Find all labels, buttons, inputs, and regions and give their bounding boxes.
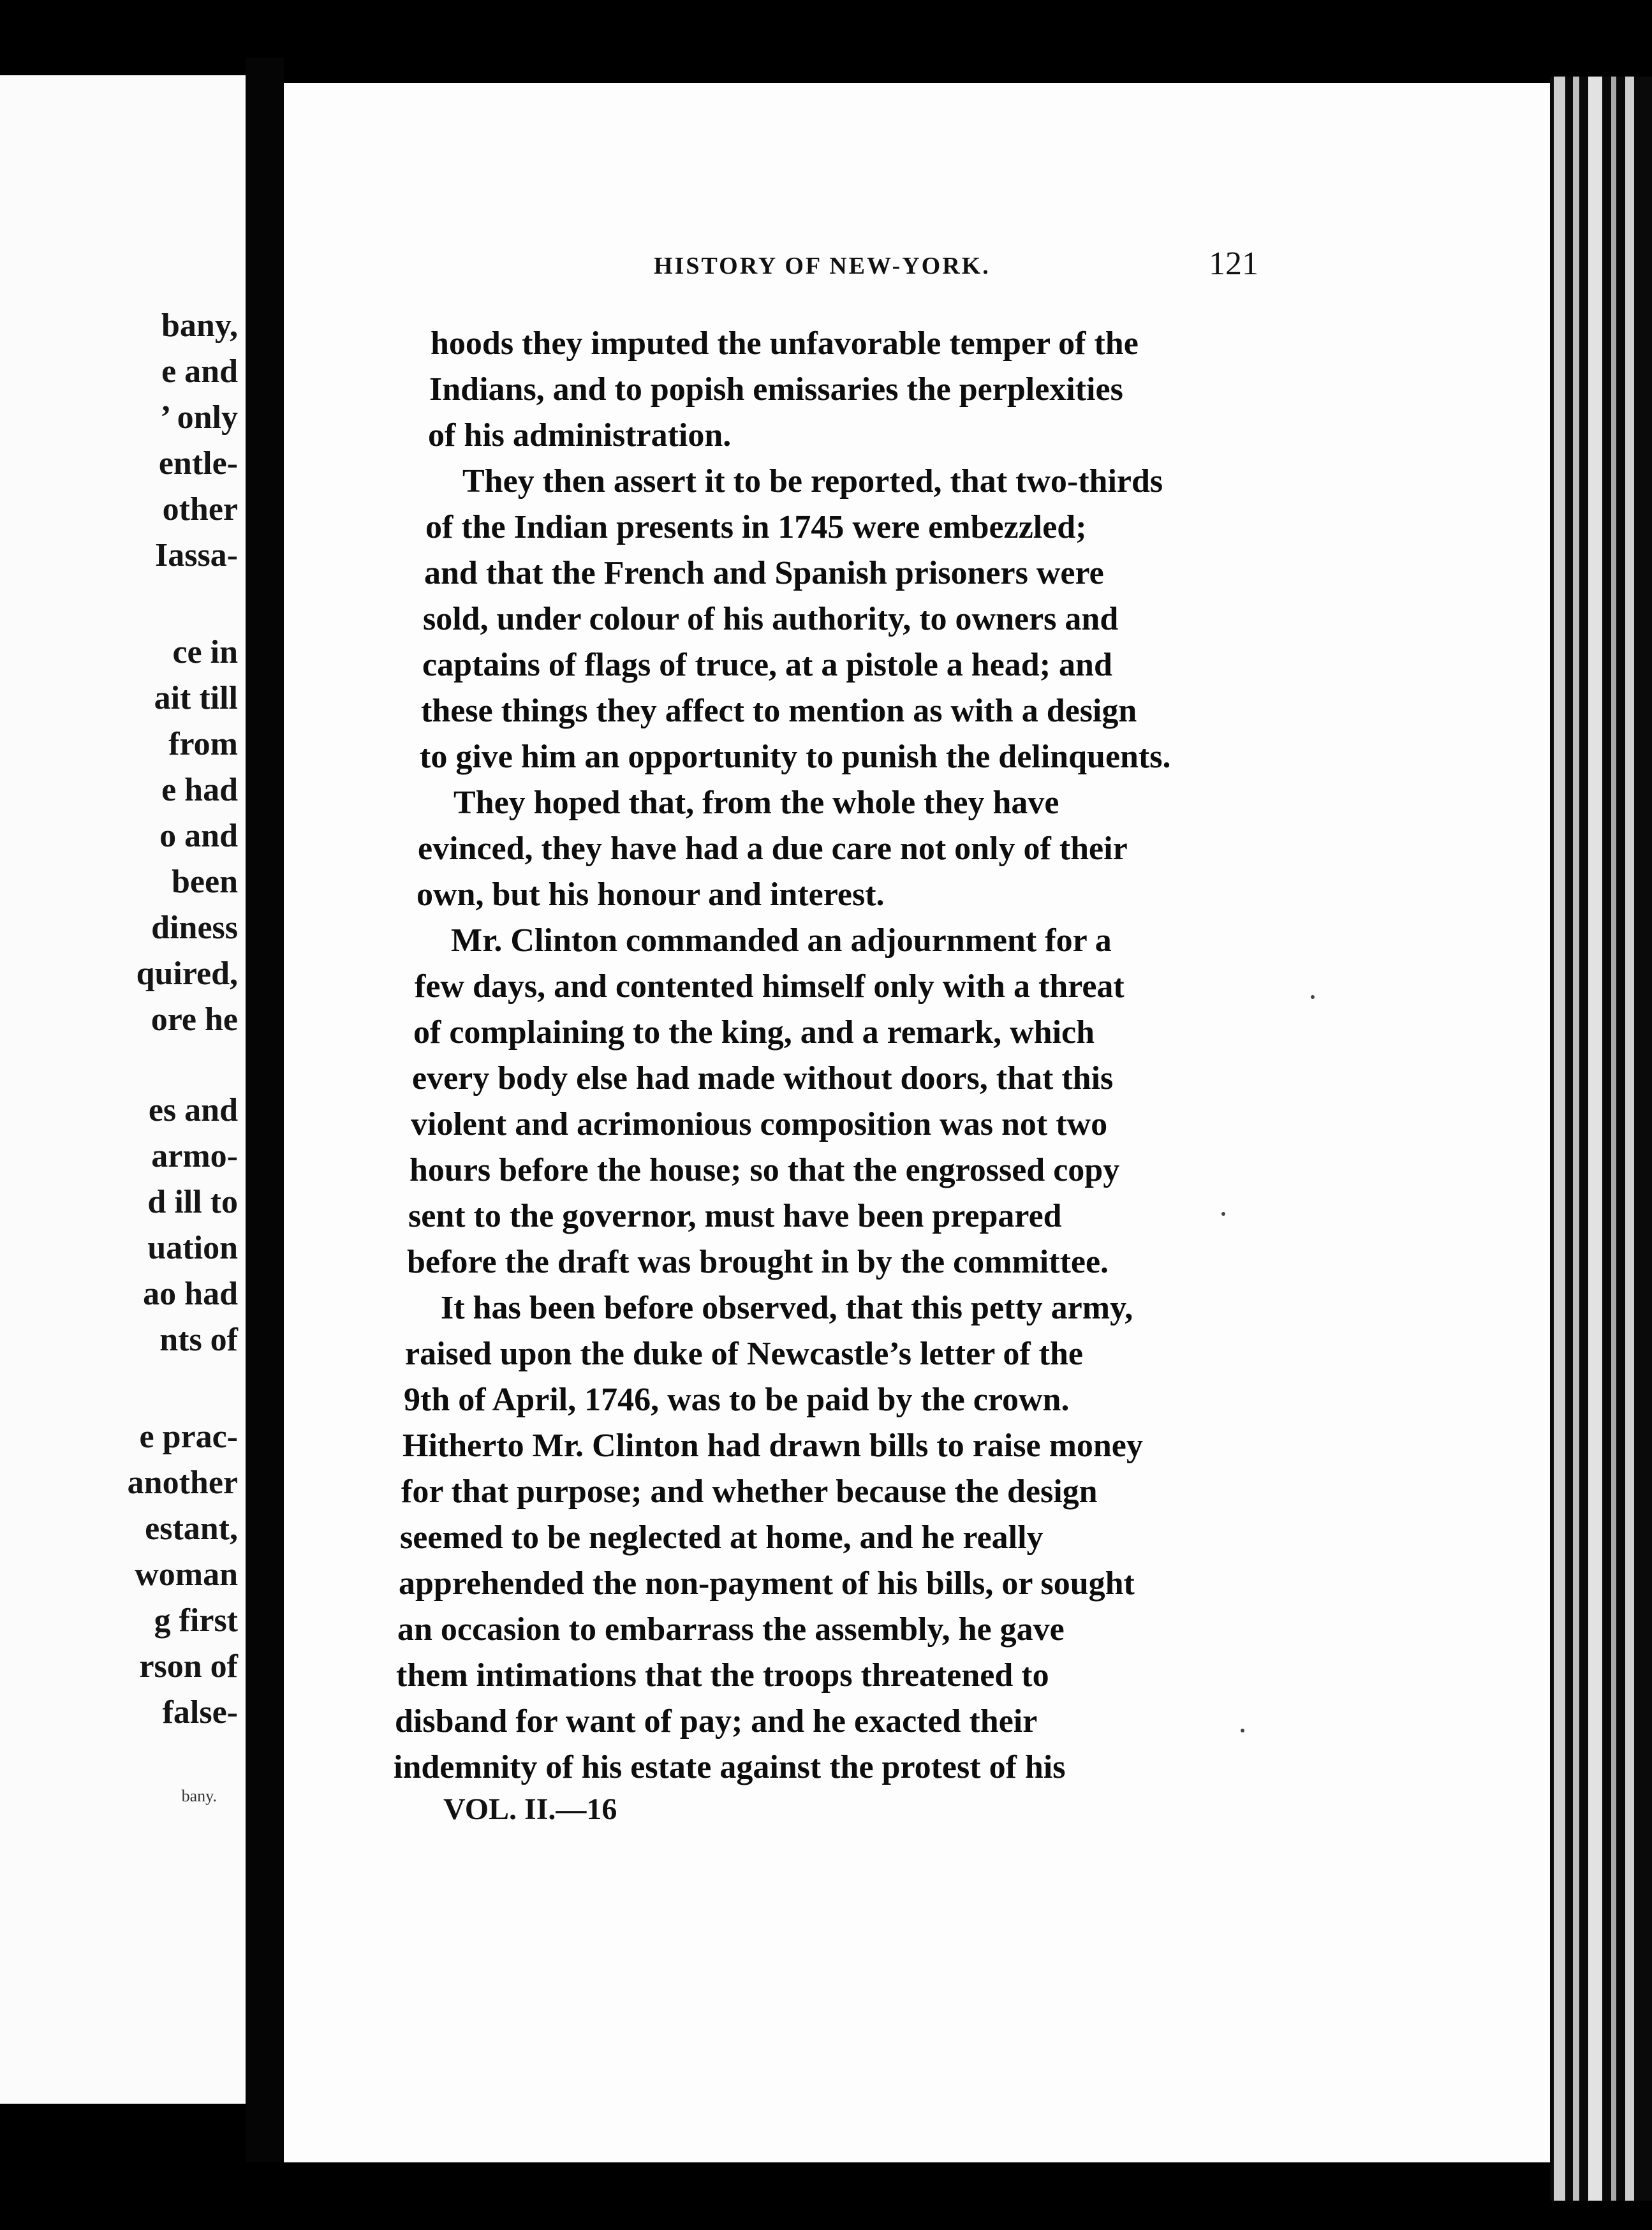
- page-edge-stack: [1550, 77, 1652, 2201]
- page-edge-strip: [1573, 77, 1579, 2201]
- page-edge-strip: [1625, 77, 1634, 2201]
- body-line: seemed to be neglected at home, and he really: [400, 1519, 1044, 1556]
- left-page-line: ce in: [172, 634, 238, 670]
- left-page-line: false-: [162, 1694, 238, 1731]
- left-page-line: e had: [161, 772, 238, 808]
- page-number: 121: [1209, 246, 1258, 282]
- left-page-line: other: [162, 491, 238, 528]
- left-page-line: entle-: [158, 445, 238, 482]
- body-line: sent to the governor, must have been prepared: [408, 1198, 1062, 1234]
- body-line: to give him an opportunity to punish the delinquents.: [420, 739, 1171, 775]
- page-edge-strip: [1588, 77, 1602, 2201]
- left-page: [0, 75, 246, 2104]
- body-line: them intimations that the troops threatened to: [396, 1657, 1049, 1694]
- body-line: They hoped that, from the whole they have: [454, 785, 1059, 821]
- paper-speck: [1241, 1729, 1244, 1732]
- signature-mark: VOL. II.—16: [443, 1792, 617, 1826]
- left-page-line: estant,: [145, 1510, 238, 1547]
- left-page-line: Iassa-: [154, 537, 238, 573]
- body-line: They then assert it to be reported, that two-thirds: [462, 463, 1163, 499]
- body-line: disband for want of pay; and he exacted their: [395, 1703, 1038, 1739]
- left-page-line: e prac-: [139, 1419, 238, 1455]
- right-page: [284, 83, 1550, 2162]
- left-page-line: from: [168, 726, 238, 762]
- body-line: Indians, and to popish emissaries the perplexities: [429, 371, 1123, 408]
- left-page-line: bany,: [161, 307, 238, 344]
- left-page-line: ait till: [154, 680, 238, 716]
- left-page-line: nts of: [159, 1322, 238, 1358]
- left-page-line: ’ only: [160, 399, 238, 436]
- body-line: indemnity of his estate against the protest of his: [394, 1749, 1066, 1785]
- body-line: Mr. Clinton commanded an adjournment for a: [451, 922, 1112, 959]
- body-line: hoods they imputed the unfavorable temper of the: [431, 325, 1139, 362]
- book-gutter: [246, 57, 284, 2162]
- body-line: captains of flags of truce, at a pistole a head; and: [422, 647, 1112, 683]
- left-page-line: armo-: [151, 1138, 238, 1174]
- body-line: evinced, they have had a due care not only of their: [418, 831, 1128, 867]
- running-head: HISTORY OF NEW-YORK.: [654, 253, 991, 279]
- left-page-line: quired,: [136, 956, 238, 992]
- left-page-line: o and: [159, 818, 238, 854]
- body-line: own, but his honour and interest.: [417, 876, 885, 913]
- body-line: apprehended the non-payment of his bills, or sought: [399, 1565, 1135, 1602]
- left-page-line: another: [127, 1465, 238, 1501]
- left-page-line: es and: [148, 1092, 238, 1128]
- body-line: It has been before observed, that this petty army,: [441, 1290, 1133, 1326]
- body-line: 9th of April, 1746, was to be paid by the crown.: [404, 1382, 1070, 1418]
- body-line: violent and acrimonious composition was not two: [411, 1106, 1108, 1142]
- body-line: these things they affect to mention as with a design: [421, 693, 1137, 729]
- left-page-line: g first: [154, 1602, 238, 1639]
- body-line: Hitherto Mr. Clinton had drawn bills to raise money: [402, 1428, 1143, 1464]
- paper-speck: [1221, 1212, 1225, 1216]
- left-page-line: ore he: [151, 1001, 238, 1038]
- left-page-line: rson of: [139, 1648, 238, 1685]
- body-line: for that purpose; and whether because the design: [401, 1473, 1098, 1510]
- body-line: and that the French and Spanish prisoners were: [424, 555, 1104, 591]
- body-line: of his administration.: [428, 417, 732, 454]
- left-page-line: uation: [147, 1230, 238, 1266]
- body-line: an occasion to embarrass the assembly, he gave: [397, 1611, 1065, 1648]
- body-line: raised upon the duke of Newcastle’s letter of the: [405, 1336, 1083, 1372]
- left-page-footnote: bany.: [181, 1787, 217, 1805]
- body-line: hours before the house; so that the engrossed copy: [409, 1152, 1120, 1188]
- body-line: few days, and contented himself only with a threat: [415, 968, 1125, 1005]
- left-page-line: woman: [135, 1556, 238, 1593]
- page-edge-strip: [1554, 77, 1565, 2201]
- left-page-line: e and: [161, 353, 238, 390]
- paper-speck: [1311, 995, 1315, 999]
- body-line: every body else had made without doors, that this: [412, 1060, 1114, 1097]
- page-edge-strip: [1611, 77, 1616, 2201]
- left-page-line: diness: [151, 910, 238, 946]
- left-page-line: been: [172, 864, 238, 900]
- body-line: of complaining to the king, and a remark, which: [413, 1014, 1095, 1051]
- left-page-line: d ill to: [147, 1184, 238, 1220]
- body-line: of the Indian presents in 1745 were embezzled;: [425, 509, 1087, 545]
- body-line: sold, under colour of his authority, to owners and: [423, 601, 1119, 637]
- body-line: before the draft was brought in by the committee.: [407, 1244, 1109, 1280]
- left-page-line: ao had: [143, 1276, 238, 1312]
